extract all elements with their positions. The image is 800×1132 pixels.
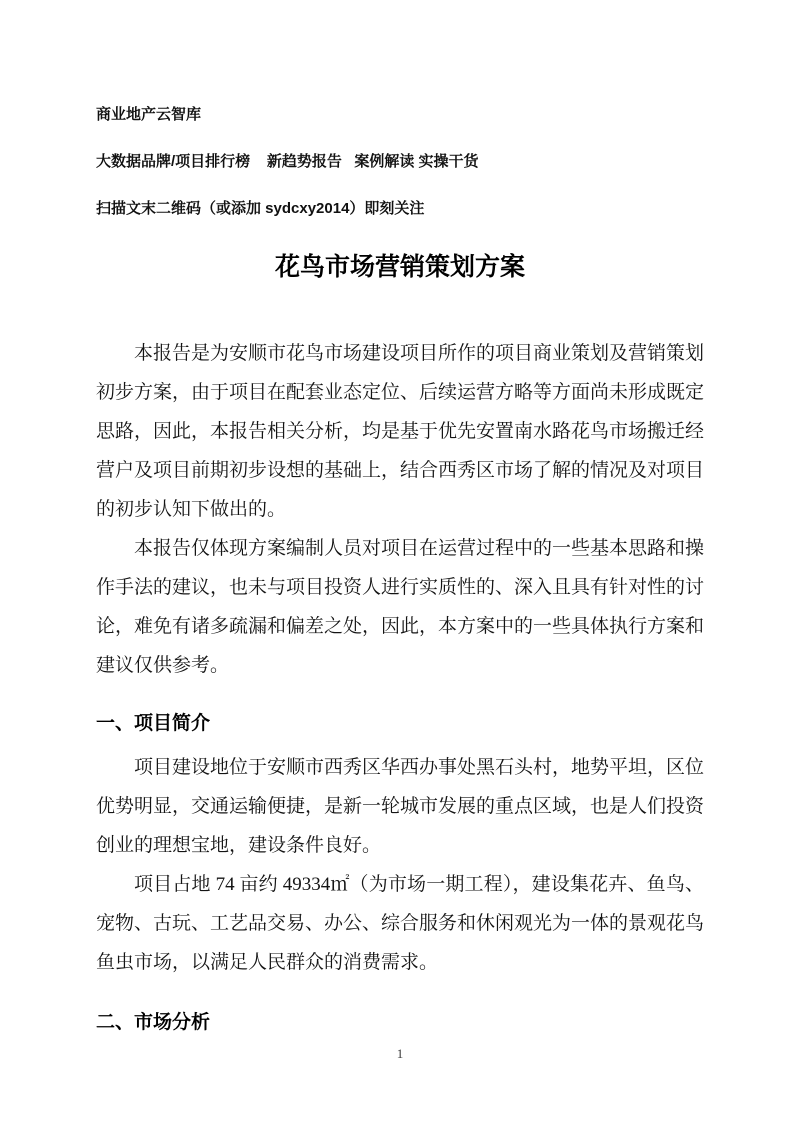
header-brand: 商业地产云智库 — [96, 106, 202, 123]
document-title: 花鸟市场营销策划方案 — [274, 253, 525, 281]
section-heading-market-analysis: 二、市场分析 — [96, 1012, 211, 1033]
document-content — [96, 0, 704, 1033]
intro-paragraph-1: 本报告是为安顺市花鸟市场建设项目所作的项目商业策划及营销策划初步方案，由于项目在配套业态定位、后续运营方略等方面尚未形成既定思路，因此，本报告相关分析，均是基于优先安置南水路花鸟市场搬迁经营户及项目前期初步设想的基础上，结合西秀区市场了解的情况及对项目的初步认知下做出的。 — [96, 343, 705, 520]
header-tagline: 大数据品牌/项目排行榜 新趋势报告 案例解读 实操干货 — [96, 153, 479, 170]
page-number: 1 — [396, 1046, 404, 1061]
intro-paragraph-2: 本报告仅体现方案编制人员对项目在运营过程中的一些基本思路和操作手法的建议，也未与项目投资人进行实质性的、深入且具有针对性的讨论，难免有诸多疏漏和偏差之处，因此，本方案中的一些具体执行方案和建议仅供参考。 — [96, 538, 705, 676]
section-heading-project-overview: 一、项目简介 — [96, 713, 211, 734]
header-follow-note: 扫描文末二维码（或添加 sydcxy2014）即刻关注 — [96, 200, 425, 217]
section1-paragraph-2: 项目占地 74 亩约 49334㎡（为市场一期工程），建设集花卉、鱼鸟、宠物、古玩、工艺品交易、办公、综合服务和休闲观光为一体的景观花鸟鱼虫市场，以满足人民群众的消费需求。 — [96, 874, 705, 973]
section1-paragraph-1: 项目建设地位于安顺市西秀区华西办事处黑石头村，地势平坦，区位优势明显，交通运输便捷，是新一轮城市发展的重点区域，也是人们投资创业的理想宝地，建设条件良好。 — [96, 757, 705, 856]
